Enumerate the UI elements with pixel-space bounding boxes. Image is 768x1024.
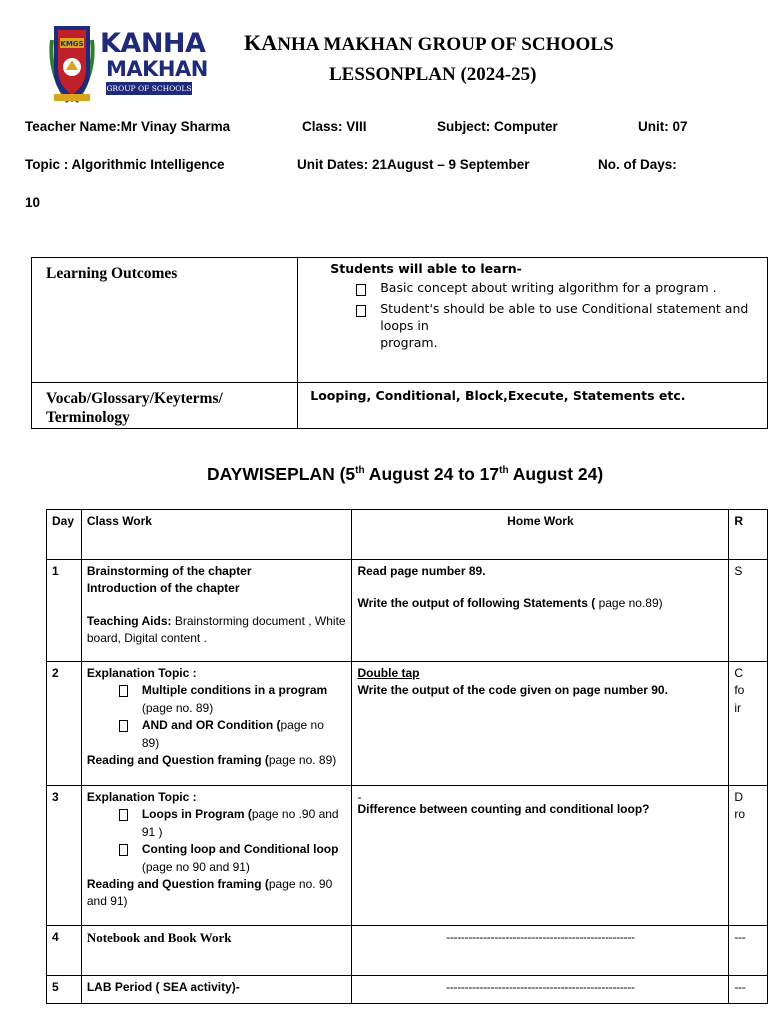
classwork-head: Explanation Topic : (86, 666, 197, 680)
homework-line: Write the output of following Statements ( page no.89) (357, 596, 663, 611)
day-number: 1 (47, 560, 82, 662)
school-logo (46, 22, 208, 110)
day-number: 2 (47, 662, 82, 786)
topic-label: Topic : Algorithmic Intelligence (25, 157, 225, 172)
teacher-name: Teacher Name:Mr Vinay Sharma (25, 119, 231, 134)
homework-cell: --------------------------------------------------- (352, 926, 729, 976)
remarks-cell: --- (729, 976, 768, 1004)
classwork-line: Introduction of the chapter (86, 581, 240, 596)
school-name-initials: KA (244, 30, 278, 55)
teaching-aids: Teaching Aids: Brainstorming document , White board, Digital content . (86, 613, 346, 646)
classwork-cell (81, 662, 352, 786)
learning-outcomes-table (31, 257, 768, 429)
bullet-box-icon (119, 809, 128, 821)
table-row (47, 926, 768, 976)
days-value: 10 (25, 195, 41, 210)
learning-outcomes-label (32, 258, 298, 383)
vocab-label-line1: Vocab/Glossary/Keyterms/ (46, 390, 223, 407)
homework-cell (352, 786, 729, 926)
logo-word-kanha: KANHA (100, 28, 206, 59)
classwork-head: Explanation Topic : (86, 790, 197, 804)
table-row (47, 976, 768, 1004)
classwork-cell: Notebook and Book Work (81, 926, 352, 976)
subject-label: Subject: Computer (437, 119, 558, 134)
homework-mark: - (357, 790, 362, 804)
day-number: 4 (47, 926, 82, 976)
day-number: 3 (47, 786, 82, 926)
header-day: Day (47, 510, 82, 560)
homework-line: Write the output of the code given on page number 90. (357, 683, 668, 698)
classwork-subitem: Conting loop and Conditional loop (page no 90 and 91) (87, 841, 347, 876)
classwork-cell: LAB Period ( SEA activity)- (81, 976, 352, 1004)
bullet-box-icon (119, 720, 128, 732)
class-label: Class: VIII (302, 119, 367, 134)
learning-outcomes-label-text: Learning Outcomes (46, 265, 178, 282)
outcome-item (298, 301, 767, 352)
logo-word-makhan: MAKHAN (106, 57, 208, 81)
homework-line: Difference between counting and conditional loop? (357, 802, 650, 816)
outcome-text: Student's should be able to use Conditional statement and loops in program. (380, 300, 749, 350)
table-row (47, 662, 768, 786)
bullet-box-icon (119, 685, 128, 697)
homework-cell: --------------------------------------------------- (352, 976, 729, 1004)
reading-line: Reading and Question framing (page no. 89) (86, 752, 337, 767)
classwork-line: Brainstorming of the chapter (86, 564, 252, 578)
homework-line: Read page number 89. (357, 564, 486, 578)
header-classwork: Class Work (81, 510, 352, 560)
homework-cell (352, 662, 729, 786)
school-name-title (244, 30, 614, 56)
table-row (47, 560, 768, 662)
header-homework: Home Work (352, 510, 729, 560)
header-remarks: R (729, 510, 768, 560)
table-row (47, 786, 768, 926)
remarks-cell: C fo ir (729, 662, 768, 786)
homework-title: Double tap (357, 666, 420, 680)
outcome-text: Basic concept about writing algorithm for a program . (380, 280, 717, 295)
classwork-subitem: Loops in Program (page no .90 and 91 ) (87, 806, 347, 841)
remarks-cell: S (729, 560, 768, 662)
logo-shield-text: KMGS (60, 40, 84, 48)
unit-label: Unit: 07 (638, 119, 688, 134)
classwork-cell (81, 560, 352, 662)
lesson-plan-title: LESSONPLAN (2024-25) (329, 64, 537, 85)
day-number: 5 (47, 976, 82, 1004)
vocab-label (32, 383, 298, 429)
daywise-plan-heading: DAYWISEPLAN (5th August 24 to 17th August 24) (207, 464, 604, 484)
table-header-row (47, 510, 768, 560)
remarks-cell: D ro (729, 786, 768, 926)
classwork-subitem: Multiple conditions in a program (page no. 89) (87, 682, 347, 717)
reading-line: Reading and Question framing (page no. 90 and 91) (86, 876, 333, 909)
remarks-cell: --- (729, 926, 768, 976)
vocab-value-text: Looping, Conditional, Block,Execute, Statements etc. (310, 388, 686, 403)
classwork-subitem: AND and OR Condition (page no 89) (87, 717, 347, 752)
outcome-item (298, 280, 767, 297)
vocab-value (298, 383, 768, 429)
bullet-box-icon (119, 844, 128, 856)
outcomes-lead: Students will able to learn- (330, 261, 522, 276)
school-name-rest: NHA MAKHAN GROUP OF SCHOOLS (277, 34, 614, 55)
bullet-box-icon (356, 284, 366, 296)
daywise-plan-table (46, 509, 768, 1004)
learning-outcomes-content (298, 258, 768, 383)
classwork-cell (81, 786, 352, 926)
vocab-label-line2: Terminology (46, 409, 130, 427)
logo-group-banner: GROUP OF SCHOOLS (106, 84, 192, 93)
unit-dates: Unit Dates: 21August – 9 September (297, 157, 530, 172)
homework-cell (352, 560, 729, 662)
days-label: No. of Days: (598, 157, 677, 172)
bullet-box-icon (356, 305, 366, 317)
